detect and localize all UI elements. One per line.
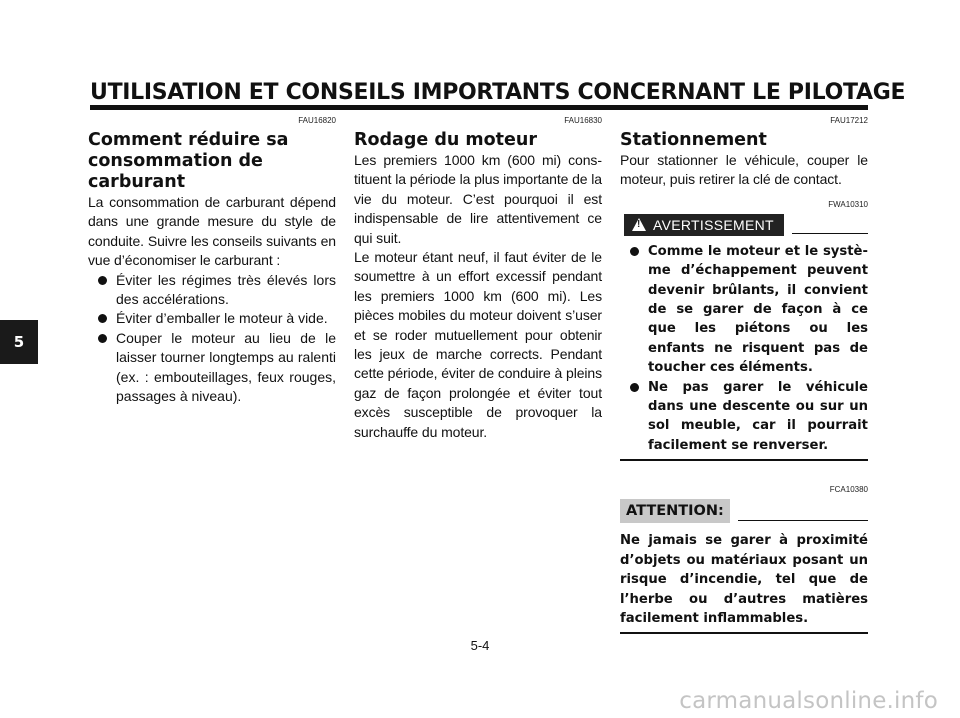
warning-end-rule [620,459,868,461]
warning-triangle-icon: ! [632,218,646,231]
caution-label: ATTENTION: [620,499,730,523]
caution-end-rule [620,632,868,634]
fuel-consumption-section [88,116,336,406]
list-item: Couper le moteur au lieu de le laisser tourner longtemps au ralenti (ex. : embouteillages, feux rouges, passages à niveau). [90,329,336,407]
warning-label-rule [792,233,868,234]
bullet-icon [98,334,107,343]
warning-code: FWA10310 [828,199,868,209]
chapter-tab[interactable]: 5 [0,320,38,364]
warning-list [620,242,868,455]
section-paragraph: Le moteur étant neuf, il faut éviter de le soumettre à un effort excessif pendant les premiers 1000 km (600 mi). Les pièces mobiles du moteur doivent s’user et se roder mutuellement pour obtenir les jeux de marche corrects. Pendant cette période, éviter de conduire à pleins gaz de façon prolongée et éviter tout excès susceptible de provoquer la surchauffe du moteur. [354,249,602,440]
caution-code: FCA10380 [829,485,868,495]
section-code: FAU16830 [564,116,602,125]
bullet-icon [98,276,107,285]
section-paragraph: Les premiers 1000 km (600 mi) constituent la période la plus importante de la vie du moteur. C’est pourquoi il est indispensable de lire attentivement ce qui suit. [354,152,602,246]
page-header-title: UTILISATION ET CONSEILS IMPORTANTS CONCERNANT LE PILOTAGE [90,80,906,105]
caution-label-row [620,499,868,523]
section-heading: Stationnement [620,130,767,150]
watermark: carmanualsonline.info [679,688,938,714]
section-heading: Comment réduire sa consommation de carburant [88,130,289,192]
tips-list [88,271,336,407]
bullet-icon [98,314,107,323]
caution-text: Ne jamais se garer à proximité d’objets ou matériaux posant un risque d’incendie, tel que de l’herbe ou d’autres matières facilement inflammables. [620,533,868,626]
section-paragraph: Pour stationner le véhicule, couper le moteur, puis retirer la clé de contact. [620,152,868,188]
bullet-icon [630,383,639,392]
header-rule [90,105,868,110]
list-item: Éviter les régimes très élevés lors des accélérations. [90,271,336,310]
list-item: Comme le moteur et le système d’échappement peuvent devenir brûlants, il convient de se garer de façon à ce que les piétons ou les enfants ne risquent pas de toucher ces éléments. [622,242,868,378]
page-number: 5-4 [470,638,490,653]
parking-section [620,116,868,634]
section-code: FAU17212 [830,116,868,125]
bullet-icon [630,247,639,256]
caution-label-rule [738,520,868,521]
section-paragraph: La consommation de carburant dépend dans une grande mesure du style de conduite. Suivre les conseils suivants en vue d’économiser le carburant : [88,194,336,269]
warning-label-row [624,214,868,236]
section-code: FAU16820 [298,116,336,125]
engine-break-in-section [354,116,602,442]
list-item: Éviter d’emballer le moteur à vide. [90,309,336,328]
section-heading: Rodage du moteur [354,130,537,150]
list-item: Ne pas garer le véhicule dans une descente ou sur un sol meuble, car il pourrait facilement se renverser. [622,378,868,456]
warning-label: ! AVERTISSEMENT [624,214,784,236]
